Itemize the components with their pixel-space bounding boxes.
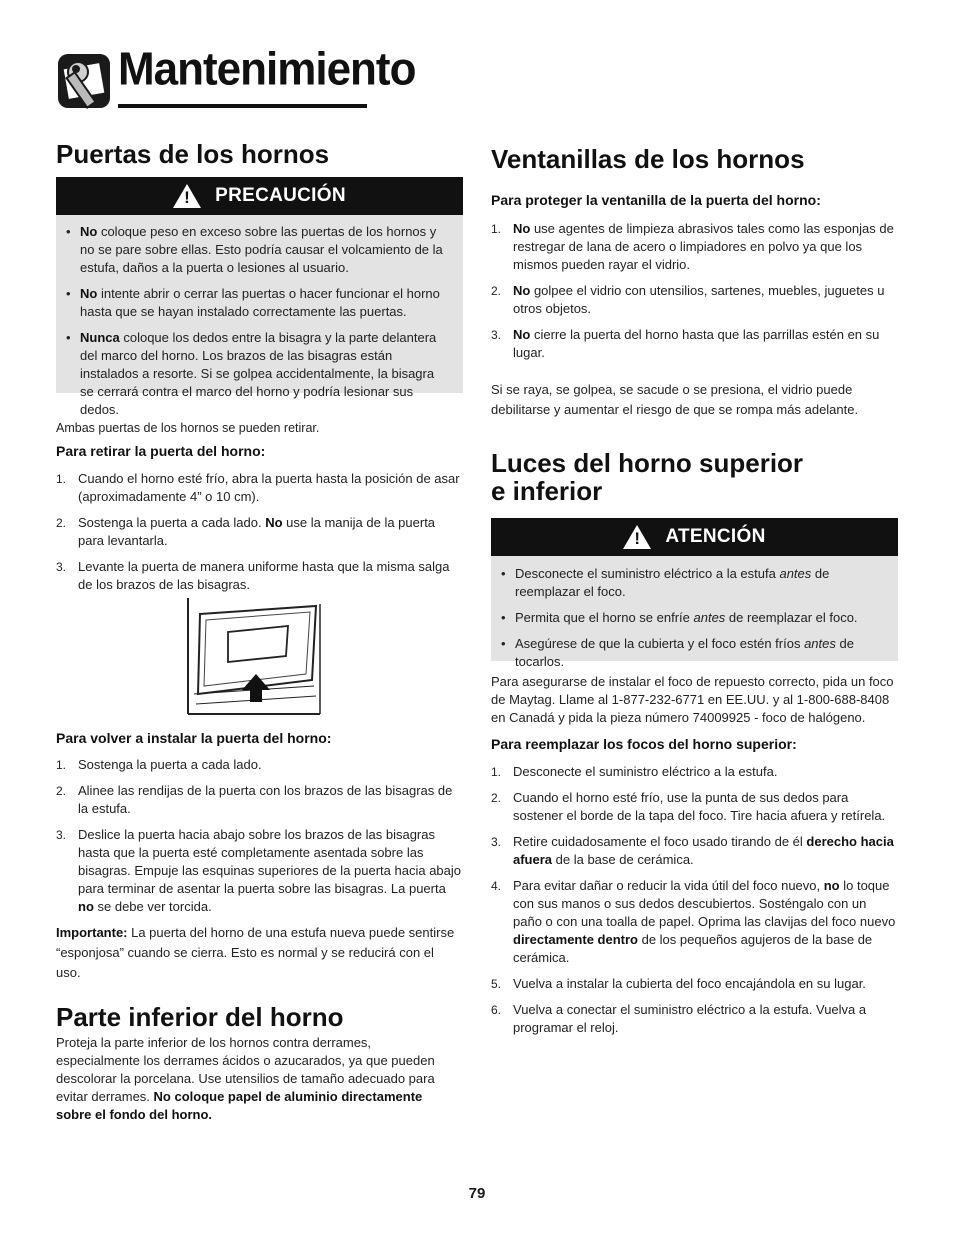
attention-item-text: Permita que el horno se enfríe	[515, 610, 694, 625]
step-text: Para evitar dañar o reducir la vida útil del foco nuevo,	[513, 878, 824, 893]
bottom-text-body: Proteja la parte inferior de los hornos contra derrames, especialmente los derrames ácidos o azucarados, ya que pueden descolorar la porcelana. Use utensilios de tamaño adecuado para evitar derrames.	[56, 1035, 435, 1104]
page-title: Mantenimiento	[118, 43, 416, 96]
step-text: Cuando el horno esté frío, abra la puerta hasta la posición de asar (aproximadamente 4” o 10 cm).	[78, 471, 460, 504]
replace-step	[491, 789, 898, 825]
attention-item-em: antes	[779, 566, 812, 581]
step-text: golpee el vidrio con utensilios, sartenes, muebles, juguetes u otros objetos.	[513, 283, 885, 316]
replace-step	[491, 975, 898, 993]
wrench-icon	[56, 52, 112, 110]
replace-steps	[491, 763, 898, 1045]
warning-icon: !	[623, 525, 651, 549]
windows-heading: Ventanillas de los hornos	[491, 144, 805, 174]
replace-step	[491, 877, 898, 967]
step-number: 1.	[491, 765, 502, 779]
step-text: Levante la puerta de manera uniforme hasta que la misma salga de los brazos de las bisagras.	[78, 559, 450, 592]
step-number: 3.	[491, 328, 502, 342]
step-bold: No	[513, 327, 531, 342]
caution-item-text: intente abrir o cerrar las puertas o hacer funcionar el horno hasta que se hayan instalado correctamente las puertas.	[80, 286, 440, 319]
step-text: Vuelva a conectar el suministro eléctrico a la estufa. Vuelva a programar el reloj.	[513, 1002, 867, 1035]
step-text: Sostenga la puerta a cada lado.	[78, 757, 262, 772]
caution-item	[60, 329, 449, 419]
step-text: de la base de cerámica.	[552, 852, 694, 867]
step-text: Sostenga la puerta a cada lado.	[78, 515, 266, 530]
caution-item-text: coloque los dedos entre la bisagra y la parte delantera del marco del horno. Los brazos de las bisagras están instalados a resorte. Si se golpea accidentalmente, la bisagra se cerrará contra el marco del horno y podría lesionar sus dedos.	[80, 330, 437, 417]
attention-item-text: de tocarlos.	[515, 636, 854, 669]
caution-item-bold: No	[80, 286, 98, 301]
step-number: 4.	[491, 879, 502, 893]
step-text: Cuando el horno esté frío, use la punta de sus dedos para sostener el borde de la tapa del foco. Tire hacia afuera y retírela.	[513, 790, 886, 823]
step-number: 2.	[491, 791, 502, 805]
step-bold: No	[513, 221, 531, 236]
step-bold: derecho hacia afuera	[513, 834, 894, 867]
caution-box	[56, 177, 463, 417]
replace-step	[491, 833, 898, 869]
step-text: cierre la puerta del horno hasta que las parrillas estén en su lugar.	[513, 327, 880, 360]
step-text: se debe ver torcida.	[93, 899, 212, 914]
window-step	[491, 282, 901, 318]
page-number: 79	[468, 1185, 486, 1202]
caution-content	[56, 215, 463, 417]
step-text: Desconecte el suministro eléctrico a la estufa.	[513, 764, 778, 779]
caution-item-bold: No	[80, 224, 98, 239]
attention-item	[495, 635, 890, 671]
attention-item-text: Desconecte el suministro eléctrico a la estufa	[515, 566, 780, 581]
attention-item-em: antes	[693, 610, 726, 625]
important-note	[56, 923, 456, 983]
caution-item-bold: Nunca	[80, 330, 120, 345]
install-step	[56, 756, 463, 774]
step-number: 3.	[491, 835, 502, 849]
windows-steps	[491, 220, 901, 370]
attention-item-em: antes	[804, 636, 836, 651]
caution-list	[60, 223, 449, 419]
step-number: 1.	[491, 222, 502, 236]
bottom-heading: Parte inferior del horno	[56, 1002, 344, 1032]
replace-step	[491, 1001, 898, 1037]
attention-item-text: de reemplazar el foco.	[515, 566, 830, 599]
caution-item	[60, 285, 449, 321]
replace-heading: Para reemplazar los focos del horno superior:	[491, 736, 797, 752]
step-bold: No	[513, 283, 531, 298]
step-text: Deslice la puerta hacia abajo sobre los brazos de las bisagras hasta que la puerta esté completamente asentada sobre las bisagras. Empuje las esquinas superiores de la puerta hacia abajo para terminar de asentar la puerta sobre las bisagras. La puerta	[78, 827, 462, 896]
step-bold: no	[823, 878, 840, 893]
lights-heading-line1: Luces del horno superior	[491, 448, 804, 478]
caution-item	[60, 223, 449, 277]
important-label: Importante:	[56, 925, 128, 940]
attention-item	[495, 565, 890, 601]
step-number: 3.	[56, 828, 67, 842]
bottom-text	[56, 1034, 451, 1124]
attention-box	[491, 518, 898, 669]
lights-heading-line2: e inferior	[491, 476, 603, 506]
window-step	[491, 220, 901, 274]
windows-note: Si se raya, se golpea, se sacude o se presiona, el vidrio puede debilitarse y aumentar el riesgo de que se rompa más adelante.	[491, 382, 859, 417]
attention-label: ATENCIÓN	[665, 526, 766, 547]
install-step	[56, 826, 463, 916]
caution-item-text: coloque peso en exceso sobre las puertas de los hornos y no se pare sobre ellas. Esto podría causar el volcamiento de la estufa, daños a la puerta o lesiones al usuario.	[80, 224, 443, 275]
attention-bar	[491, 518, 898, 556]
attention-list	[495, 565, 890, 671]
step-bold: directamente dentro	[513, 932, 638, 947]
remove-step	[56, 558, 463, 594]
doors-heading: Puertas de los hornos	[56, 139, 330, 169]
step-text: Alinee las rendijas de la puerta con los brazos de las bisagras de la estufa.	[78, 783, 453, 816]
step-number: 2.	[491, 284, 502, 298]
windows-subheading: Para proteger la ventanilla de la puerta del horno:	[491, 192, 821, 208]
step-text: use la manija de la puerta para levantarla.	[78, 515, 436, 548]
doors-intro: Ambas puertas de los hornos se pueden retirar.	[56, 421, 320, 435]
attention-item-text: de reemplazar el foco.	[725, 610, 858, 625]
remove-steps	[56, 470, 463, 602]
step-number: 2.	[56, 784, 67, 798]
attention-content	[491, 556, 898, 669]
step-text: use agentes de limpieza abrasivos tales como las esponjas de restregar de lana de acero o limpiadores en polvo ya que los mismos pueden rayar el vidrio.	[513, 221, 894, 272]
step-text: Retire cuidadosamente el foco usado tirando de él	[513, 834, 807, 849]
remove-step	[56, 470, 463, 506]
step-text: lo toque con sus manos o sus dedos descubiertos. Sosténgalo con un paño o con una toalla de papel. Oprima las clavijas del foco nuevo	[513, 878, 896, 929]
lights-heading	[491, 449, 803, 505]
caution-label: PRECAUCIÓN	[215, 185, 346, 206]
step-number: 1.	[56, 758, 67, 772]
step-text: de los pequeños agujeros de la base de cerámica.	[513, 932, 873, 965]
important-text: La puerta del horno de una estufa nueva puede sentirse “esponjosa” cuando se cierra. Esto es normal y se reducirá con el uso.	[56, 925, 455, 980]
caution-bar	[56, 177, 463, 215]
oven-door-illustration	[184, 594, 324, 718]
warning-icon: !	[173, 184, 201, 208]
attention-item	[495, 609, 890, 627]
step-number: 6.	[491, 1003, 502, 1017]
install-heading: Para volver a instalar la puerta del horno:	[56, 730, 332, 746]
step-bold: No	[265, 515, 283, 530]
install-step	[56, 782, 463, 818]
title-underline	[118, 104, 367, 108]
step-number: 5.	[491, 977, 502, 991]
step-number: 2.	[56, 516, 67, 530]
remove-step	[56, 514, 463, 550]
step-number: 3.	[56, 560, 67, 574]
bottom-text-bold: No coloque papel de aluminio directamente sobre el fondo del horno.	[56, 1089, 423, 1122]
window-step	[491, 326, 901, 362]
attention-item-text: Asegúrese de que la cubierta y el foco estén fríos	[515, 636, 805, 651]
step-bold: no	[78, 899, 94, 914]
lights-intro: Para asegurarse de instalar el foco de repuesto correcto, pida un foco de Maytag. Llame al 1-877-232-6771 en EE.UU. y al 1-800-688-8408 en Canadá y pida la pieza número 74009925 - foco de halógeno.	[491, 674, 894, 725]
step-number: 1.	[56, 472, 67, 486]
replace-step	[491, 763, 898, 781]
remove-heading: Para retirar la puerta del horno:	[56, 443, 266, 459]
install-steps	[56, 756, 463, 924]
step-text: Vuelva a instalar la cubierta del foco encajándola en su lugar.	[513, 976, 866, 991]
